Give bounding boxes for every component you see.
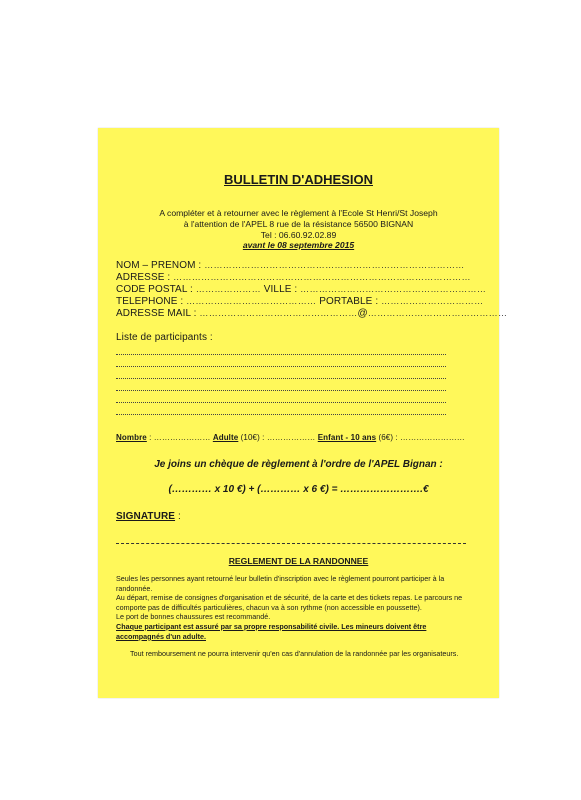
field-nom-prenom[interactable]: NOM – PRENOM : ………………………………………………………………………… [116, 260, 465, 271]
participant-line-6[interactable] [116, 414, 446, 415]
rules-paragraph-1: Seules les personnes ayant retourné leur bulletin d'inscription avec le règlement pourront participer à la randonnée. [116, 574, 445, 593]
intro-line-1: A compléter et à retourner avec le règlement à l'Ecole St Henri/St Joseph [159, 208, 438, 218]
cheque-line: Je joins un chèque de règlement à l'ordre de l'APEL Bignan : [154, 459, 443, 470]
adresse-label: ADRESSE : [116, 272, 171, 283]
counts-row[interactable]: Nombre : ………………… Adulte (10€) : ……………… Enfant - 10 ans (6€) : …………………… [116, 433, 465, 442]
adulte-label: Adulte [212, 433, 239, 442]
rules-body [116, 574, 476, 659]
ville-label: VILLE : [263, 284, 298, 295]
field-code-postal[interactable]: CODE POSTAL : ………………… VILLE : …………………………………………………… [116, 284, 487, 295]
enfant-label: Enfant - 10 ans [317, 433, 377, 442]
code-postal-label: CODE POSTAL : [116, 284, 193, 295]
deadline: avant le 08 septembre 2015 [242, 240, 355, 250]
participants-label: Liste de participants : [116, 332, 213, 343]
field-telephone[interactable]: TELEPHONE : …………………………………… PORTABLE : …………………………… [116, 296, 484, 307]
at-sign: @ [357, 308, 368, 319]
signature-line[interactable] [116, 543, 466, 544]
form-sheet [98, 128, 508, 698]
rules-paragraph-3: Le port de bonnes chaussures est recommandé. [116, 612, 271, 622]
rules-heading: REGLEMENT DE LA RANDONNEE [228, 556, 369, 566]
participant-line-3[interactable] [116, 378, 446, 379]
participant-line-2[interactable] [116, 366, 446, 367]
form-title: BULLETIN D'ADHESION [224, 172, 373, 187]
enfant-price: (6€) : [378, 433, 398, 442]
adulte-price: (10€) : [240, 433, 265, 442]
nom-prenom-label: NOM – PRENOM : [116, 260, 202, 271]
participant-line-1[interactable] [116, 354, 446, 355]
nombre-label: Nombre [116, 433, 147, 442]
signature-field[interactable]: SIGNATURE : [116, 511, 181, 522]
payment-formula[interactable]: (………… x 10 €) + (………… x 6 €) = …………………….€ [168, 484, 429, 495]
rules-paragraph-4: Chaque participant est assuré par sa propre responsabilité civile. Les mineurs doivent être accompagnés d'un adulte. [116, 621, 427, 641]
participant-line-4[interactable] [116, 390, 446, 391]
participant-line-5[interactable] [116, 402, 446, 403]
rules-paragraph-5: Tout remboursement ne pourra intervenir qu'en cas d'annulation de la randonnée par les organisateurs. [130, 649, 459, 659]
rules-paragraph-2: Au départ, remise de consignes d'organisation et de sécurité, de la carte et des tickets repas. Le parcours ne comporte pas de difficultés particulières, chacun va à son rythme (non accessible en poussette). [116, 593, 463, 612]
adresse-mail-label: ADRESSE MAIL : [116, 308, 197, 319]
portable-label: PORTABLE : [319, 296, 379, 307]
field-adresse[interactable]: ADRESSE : …………………………………………………………………………………… [116, 272, 471, 283]
field-adresse-mail[interactable]: ADRESSE MAIL : ……………………………………………@……………………………………… [116, 308, 508, 319]
intro-phone: Tel : 06.60.92.02.89 [260, 230, 337, 240]
intro-line-2: à l'attention de l'APEL 8 rue de la résistance 56500 BIGNAN [183, 219, 414, 229]
telephone-label: TELEPHONE : [116, 296, 184, 307]
signature-label: SIGNATURE [116, 511, 176, 522]
